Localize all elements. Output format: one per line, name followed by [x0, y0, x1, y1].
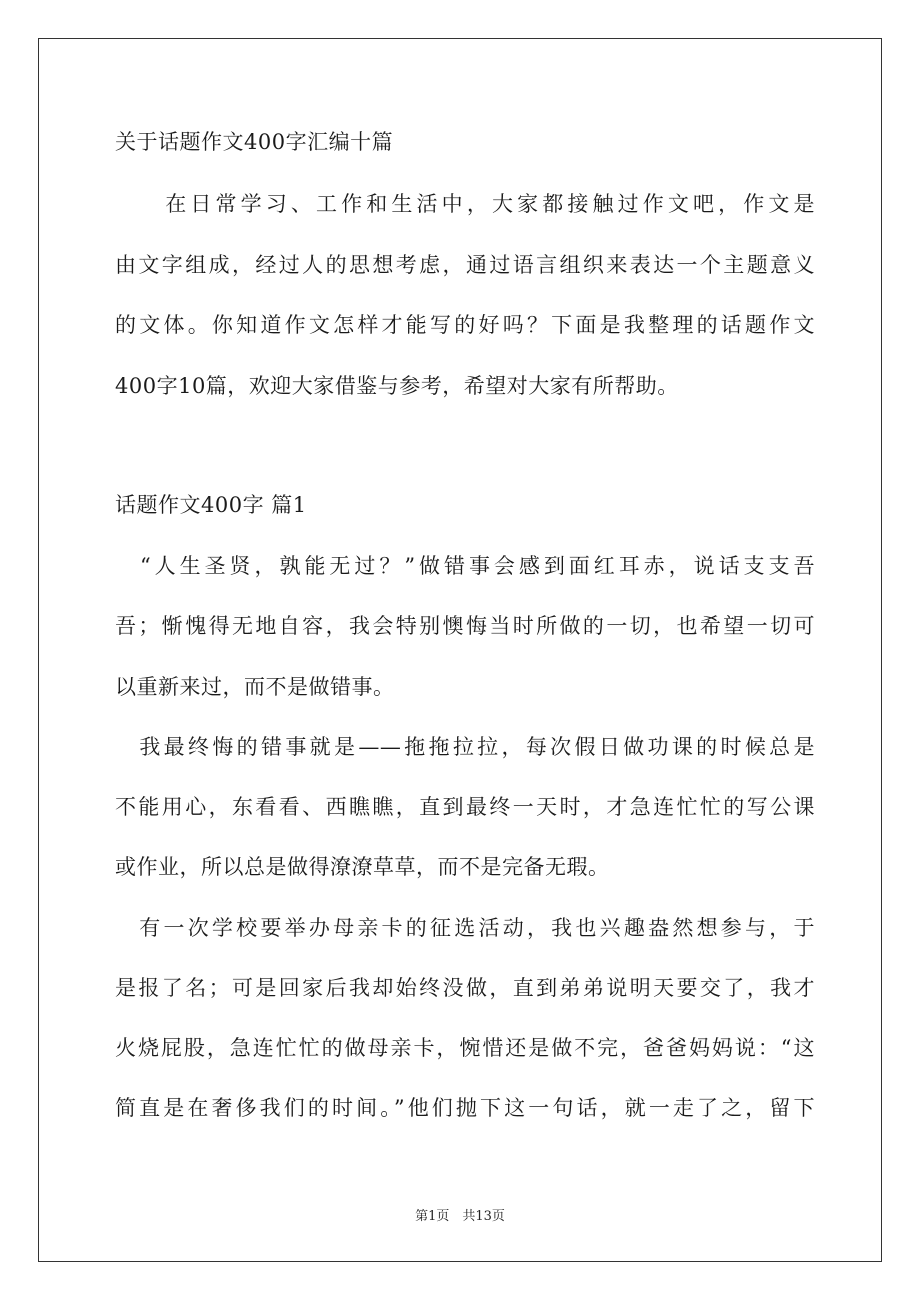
- body-line-9: 火烧屁股，急连忙忙的做母亲卡，惋惜还是做不完，爸爸妈妈说：“这: [115, 1036, 815, 1060]
- intro-line-4: 400字10篇，欢迎大家借鉴与参考，希望对大家有所帮助。: [115, 374, 679, 398]
- body-line-5: 不能用心，东看看、西瞧瞧，直到最终一天时，才急连忙忙的写公课: [115, 795, 815, 819]
- body-line-10: 简直是在奢侈我们的时间。”他们抛下这一句话，就一走了之，留下: [115, 1096, 815, 1120]
- intro-line-2: 由文字组成，经过人的思想考虑，通过语言组织来表达一个主题意义: [115, 253, 815, 277]
- page-border: [38, 38, 882, 1262]
- section-heading: 话题作文400字 篇1: [115, 493, 307, 517]
- document-title: 关于话题作文400字汇编十篇: [115, 130, 394, 154]
- page-footer: 第1页 共13页: [415, 1209, 505, 1224]
- body-line-3: 以重新来过，而不是做错事。: [115, 675, 395, 699]
- body-line-6: 或作业，所以总是做得潦潦草草，而不是完备无瑕。: [115, 855, 610, 879]
- body-line-8: 是报了名；可是回家后我却始终没做，直到弟弟说明天要交了，我才: [115, 976, 815, 1000]
- body-line-7: 有一次学校要举办母亲卡的征选活动，我也兴趣盎然想参与，于: [115, 916, 815, 940]
- body-line-4: 我最终悔的错事就是——拖拖拉拉，每次假日做功课的时候总是: [115, 735, 815, 759]
- body-line-2: 吾；惭愧得无地自容，我会特别懊悔当时所做的一切，也希望一切可: [115, 614, 815, 638]
- intro-line-3: 的文体。你知道作文怎样才能写的好吗？下面是我整理的话题作文: [115, 313, 815, 337]
- body-line-1: “人生圣贤，孰能无过？”做错事会感到面红耳赤，说话支支吾: [115, 554, 815, 578]
- intro-line-1: 在日常学习、工作和生活中，大家都接触过作文吧，作文是: [115, 192, 815, 216]
